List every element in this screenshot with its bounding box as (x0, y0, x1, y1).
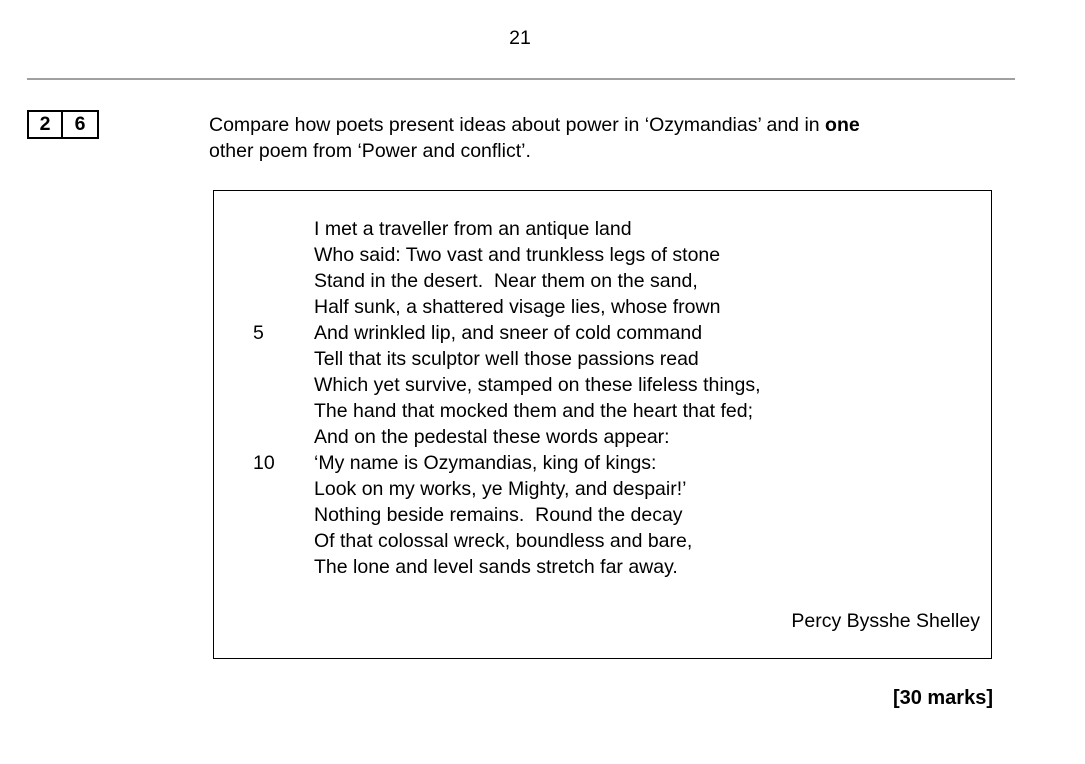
poem-line-text: Stand in the desert. Near them on the sand, (314, 270, 698, 292)
poem-line (214, 372, 991, 398)
poem-line-text: Nothing beside remains. Round the decay (314, 504, 683, 526)
question-prompt-line-2: other poem from ‘Power and conflict’. (209, 140, 531, 162)
poem-line-number (253, 398, 314, 424)
poem-line (214, 216, 991, 242)
poem-line (214, 398, 991, 424)
prompt-emphasis: one (825, 114, 860, 136)
poem-line-text: Look on my works, ye Mighty, and despair!’ (314, 478, 687, 500)
poem-line-number (253, 242, 314, 268)
prompt-text: Compare how poets present ideas about power in ‘Ozymandias’ and in (209, 114, 826, 136)
poem-line-number (253, 372, 314, 398)
poem-extract-box (213, 190, 992, 659)
question-prompt (209, 112, 989, 164)
question-number-major: 2 (29, 112, 63, 137)
poem-line-text: And on the pedestal these words appear: (314, 426, 670, 448)
poem-line-number (253, 346, 314, 372)
poem-line-text: I met a traveller from an antique land (314, 218, 632, 240)
poem-line-text: And wrinkled lip, and sneer of cold command (314, 322, 703, 344)
question-number-minor: 6 (74, 113, 86, 135)
poem-line (214, 450, 991, 476)
poem-line-text: The lone and level sands stretch far away. (314, 556, 678, 578)
marks-label: [30 marks] (892, 687, 993, 709)
poem-line (214, 528, 991, 554)
poem-line-number (253, 216, 314, 242)
poem-attribution: Percy Bysshe Shelley (791, 610, 980, 632)
poem-line-number: 5 (253, 322, 264, 344)
poem-line (214, 268, 991, 294)
poem-line-text: ‘My name is Ozymandias, king of kings: (314, 452, 657, 474)
poem-line-number (253, 268, 314, 294)
poem-line-number (253, 554, 314, 580)
poem-line (214, 294, 991, 320)
poem-line-number (253, 502, 314, 528)
poem-line-text: Tell that its sculptor well those passions read (314, 348, 699, 370)
poem-line-text: Of that colossal wreck, boundless and bare, (314, 530, 693, 552)
question-number-box (27, 110, 99, 139)
poem-line (214, 320, 991, 346)
poem-line (214, 424, 991, 450)
poem-line (214, 346, 991, 372)
poem-line-number (253, 294, 314, 320)
poem-content (214, 191, 991, 634)
poem-line-text: The hand that mocked them and the heart that fed; (314, 400, 754, 422)
poem-line-number (253, 528, 314, 554)
page-number: 21 (509, 27, 531, 49)
poem-line-number: 10 (253, 452, 275, 474)
poem-line-text: Who said: Two vast and trunkless legs of stone (314, 244, 721, 266)
poem-line-number (253, 424, 314, 450)
header-divider (27, 78, 1015, 80)
poem-line-text: Which yet survive, stamped on these lifeless things, (314, 374, 761, 396)
question-prompt-line-1 (209, 112, 989, 138)
poem-line (214, 242, 991, 268)
poem-line (214, 502, 991, 528)
poem-line-number (253, 476, 314, 502)
poem-line (214, 554, 991, 580)
poem-line-text: Half sunk, a shattered visage lies, whose frown (314, 296, 721, 318)
poem-line (214, 476, 991, 502)
